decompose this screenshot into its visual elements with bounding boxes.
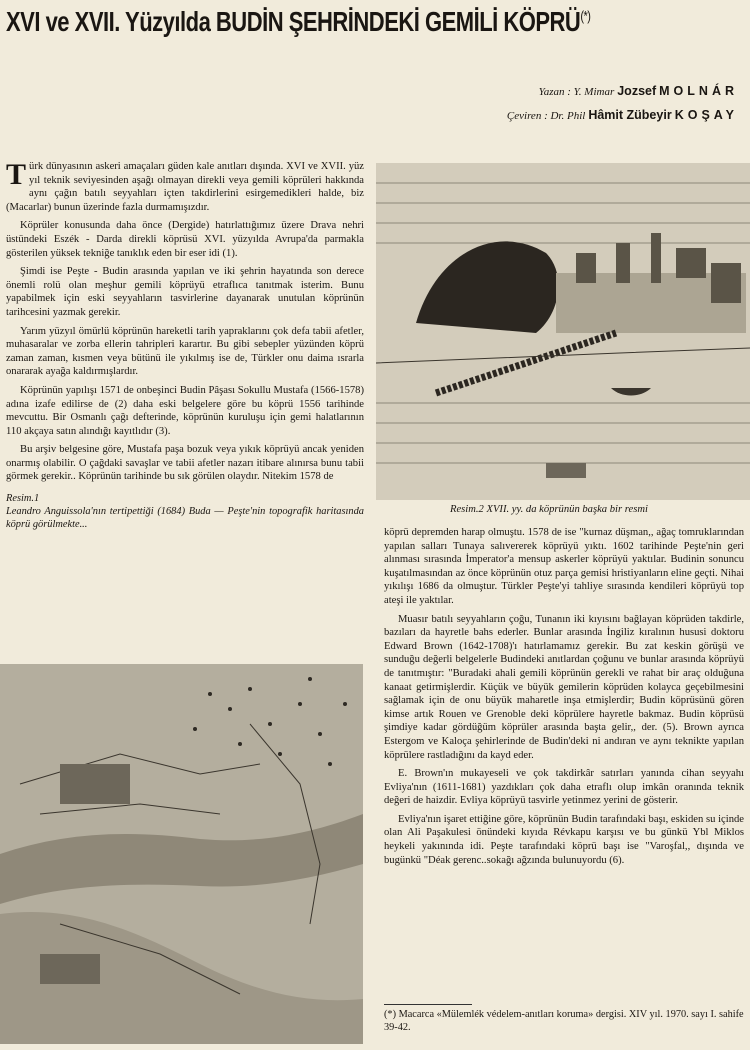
- engraving-drawing: [376, 163, 750, 500]
- paragraph-8: Muasır batılı seyyahların çoğu, Tunanın iki kıyısını bağlayan köprüden takdirle, bazıları da hayretle bahs ederler. Bunlar arasında İngiliz kıralının hususi doktoru Edward Brown (1642-1708)'ı hatırlamamız gerekir. Bu zat keskin görüşü ve sunduğu değerli belgelerle Budindeki anıtlardan çoğunu ve bunlar arasında köprüyü de tanıtmıştır: "Buradaki ahali gemili köprünün gerekli ve rahat bir araç olduğuna kanaat getirmişlerdir. Küçük ve büyük gemilerin köprüden kolayca geçebilmesini sağlamak için de onu büyük maharetle inşa etmişlerdir; Budin köprüsünü gören kimse artık Rouen ve Grenoble deki köprülere hayretle bakmaz. Budin köprüsü şimdiye kadar gördüğüm köprüler arasında başta gelir,, der. (5). Brown ayrıca Estergom ve Kaloça şehirlerinde de Budin'deki ni andıran ve aynı teknikte yapılan köprülere rastladığını da kayd eder.: [384, 613, 744, 761]
- paragraph-7: köprü depremden harap olmuştu. 1578 de ise "kurnaz düşman,, ağaç tomruklarından yapılan salları Tunaya salıvererek köprüyü yıktı. 1602 tarihinde Peşte'nin geri alınması sırasında İmperator'a mensup askerler köprüyü yaktılar. Budinin sonuncu kuşatılmasından az önce köprünün otuz parça gemisi hristiyanların eline geçti. Nihai yıkılışı 1686 da olmuştur. Türkler Peşte'yi tahliye sırasında kendileri köprüyü top ateşi ile yaktılar.: [384, 527, 744, 606]
- paragraph-5: Köprünün yapılışı 1571 de onbeşinci Budin Pâşası Sokullu Mustafa (1566-1578) adına izafe edilirse de (2) daha eski belgelere göre bu köprü 1556 tarihinde mevcuttu. Bir Osmanlı çağı defterinde, köprünün kuruluşu için gemi halatlarının 110 akçaya satın alındığı kayıtlıdır (3).: [6, 384, 364, 437]
- drop-cap: T: [6, 158, 27, 191]
- translator-first-name: Hâmit Zübeyir: [588, 108, 672, 122]
- title-text: XVI ve XVII. Yüzyılda BUDİN ŞEHRİNDEKİ GEMİLİ KÖPRÜ: [6, 6, 581, 38]
- paragraph-9: E. Brown'ın mukayeseli ve çok takdirkâr satırları yanında cihan seyyahı Evliya'nın (1611-1681) yazdıkları çok daha etraflı olup imkân oranında teknik değeri de haizdir. Evliya köprüyü tasvirle yetinmez yerini de gösterir.: [384, 768, 744, 807]
- translator-role: Çeviren : Dr. Phil: [506, 110, 586, 122]
- author-role: Yazan : Y. Mimar: [538, 86, 615, 98]
- paragraph-10: Evliya'nın işaret ettiğine göre, köprünün Budin tarafındaki başı, eskiden su içinde olan Ali Paşakulesi önündeki kıyıda Révkapu karşısı ve bu günkü Ybl Miklos heykeli yakınında idi. Peşte tarafındaki köprü başı ise "Varoşfal,, dışında ve bugünkü "Déak gerenc..sokağı ağzında bulunuyordu (6).: [384, 813, 744, 866]
- figure1-caption-block: [6, 492, 364, 531]
- right-column: [384, 526, 744, 872]
- figure1-caption: Leandro Anguissola'nın tertipettiği (1684) Buda — Peşte'nin topografik haritasında köprü görülmekte...: [6, 506, 364, 531]
- author-first-name: Jozsef: [617, 84, 657, 98]
- footnote: (*) Macarca «Mülemlék védelem-anıtları koruma» dergisi. XIV yıl. 1970. sayı I. sahife 39-42.: [384, 1009, 744, 1033]
- paragraph-1: Türk dünyasının askeri amaçaları güden kale anıtları dışında. XVI ve XVII. yüz yıl teknik seviyesinden aşağı olmayan direkli veya gemili köprüleri hakkında aynı çağın batılı seyyahları içten takdirlerini esirgemedikleri halde, biz (Macarlar) bunun üzerinde fazla durmamışızdır.: [6, 158, 364, 213]
- figure2-caption: Resim.2 XVII. yy. da köprünün başka bir resmi: [450, 504, 648, 515]
- paragraph-2: Köprüler konusunda daha önce (Dergide) hatırlattığımız üzere Drava nehri üstündeki Eszék - Darda direkli köprüsü XVI. yüzyılda Avrupa'da parmakla gösterilen yüksek tekniğe tanıklık eden bir eser idi (1).: [6, 220, 364, 259]
- figure1-map-image: [0, 664, 363, 1044]
- title-footnote-mark: (*): [580, 9, 591, 25]
- translator-byline: [507, 108, 738, 123]
- translator-last-name: KOŞAY: [674, 108, 738, 122]
- author-last-name: MOLNÁR: [659, 84, 738, 98]
- figure2-engraving-image: [376, 163, 750, 500]
- footnote-rule: [384, 1004, 472, 1005]
- author-byline: [539, 84, 738, 99]
- paragraph-6: Bu arşiv belgesine göre, Mustafa paşa bozuk veya yıkık köprüyü ancak yeniden onarmış olabilir. O çağdaki savaşlar ve tabii afetler nazarı itibare alınırsa bunu tabii görmek gerekir.. Köprünün tarihinde bu sık görülen olaydır. Nitekim 1578 de: [6, 444, 364, 483]
- map-drawing: [0, 664, 363, 1044]
- paragraph-3: Şimdi ise Peşte - Budin arasında yapılan ve iki şehrin hayatında son derece önemli rolü olan meşhur gemili köprüyü etraflıca tanıtmak isterim. Bunu yapabilmek için eski seyyahların tasvirlerine dayanarak unutulan köprünün tarihcesini yazmak gerekir.: [6, 266, 364, 318]
- article-title: [6, 6, 746, 39]
- figure1-label: Resim.1: [6, 493, 40, 505]
- left-column: [6, 160, 364, 531]
- paragraph-4: Yarım yüzyıl ömürlü köprünün hareketli tarih yapraklarını çok defa tabii afetler, muhasaralar ve zorba ellerin tahripleri karartır. Bu gibi sebepler yüzünden köprü zaman zaman, kısmen veya bütünü ile yıkılmış ise de, Türkler onu daima ısrarla onararak ayağa kaldırmışlardır.: [6, 325, 364, 378]
